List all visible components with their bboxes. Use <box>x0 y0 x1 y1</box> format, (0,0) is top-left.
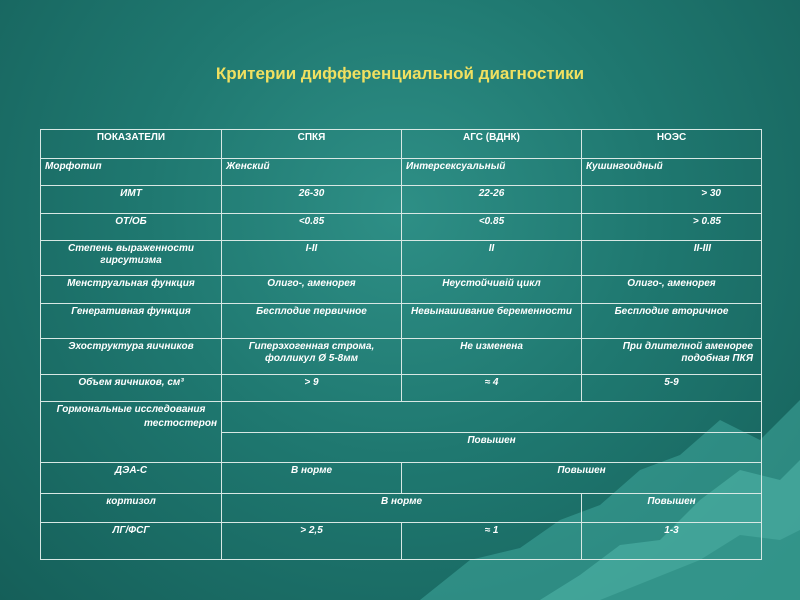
table-cell: Кушингоидный <box>582 159 762 186</box>
table-cell: > 30 <box>582 186 762 213</box>
table-header-row <box>41 130 762 159</box>
row-label: Менструальная функция <box>41 276 222 303</box>
table-cell: > 9 <box>222 374 402 401</box>
testosterone-label: тестостерон <box>143 417 217 429</box>
table-cell: 26-30 <box>222 186 402 213</box>
table-cell: 22-26 <box>402 186 582 213</box>
header-indicators: ПОКАЗАТЕЛИ <box>41 130 222 159</box>
table-cell: Повышен <box>222 433 762 462</box>
header-spkya: СПКЯ <box>222 130 402 159</box>
table-cell: 5-9 <box>582 374 762 401</box>
header-ags: АГС (ВДНК) <box>402 130 582 159</box>
page-title: Критерии дифференциальной диагностики <box>215 64 585 83</box>
header-noes: НОЭС <box>582 130 762 159</box>
row-label: ЛГ/ФСГ <box>41 523 222 560</box>
table-cell: Неустойчивій цикл <box>402 276 582 303</box>
table-row <box>41 339 762 375</box>
table-row <box>41 523 762 560</box>
row-label: Эхоструктура яичников <box>41 339 222 375</box>
row-label: ДЭА-С <box>41 462 222 493</box>
table-cell: Гиперэхогенная строма, фолликул Ø 5-8мм <box>222 339 402 375</box>
table-row <box>41 493 762 522</box>
diagnosis-criteria-table <box>40 129 762 560</box>
table-cell: > 2,5 <box>222 523 402 560</box>
table-cell: Олиго-, аменорея <box>222 276 402 303</box>
table-cell: Женский <box>222 159 402 186</box>
table-row <box>41 159 762 186</box>
table-cell: Олиго-, аменорея <box>582 276 762 303</box>
table-cell: Интерсексуальный <box>402 159 582 186</box>
table-cell: <0.85 <box>222 213 402 240</box>
table-cell: Бесплодие первичное <box>222 303 402 339</box>
table-row <box>41 213 762 240</box>
table-cell: Бесплодие вторичное <box>582 303 762 339</box>
table-row <box>41 374 762 401</box>
table-cell: В норме <box>222 493 582 522</box>
table-row <box>41 186 762 213</box>
table-row <box>41 240 762 276</box>
table-row <box>41 303 762 339</box>
table-cell: ≈ 4 <box>402 374 582 401</box>
table-cell: II-III <box>582 240 762 276</box>
table-cell: При длителной аменорее подобная ПКЯ <box>582 339 762 375</box>
table-row-hormonal <box>41 401 762 432</box>
table-cell: > 0.85 <box>582 213 762 240</box>
row-label: Объем яичников, см³ <box>41 374 222 401</box>
table-cell: Не изменена <box>402 339 582 375</box>
table-cell: В норме <box>222 462 402 493</box>
row-label: ИМТ <box>41 186 222 213</box>
row-label: кортизол <box>41 493 222 522</box>
table-cell-empty <box>222 401 762 432</box>
table-row <box>41 276 762 303</box>
row-label: Степень выраженности гирсутизма <box>41 240 222 276</box>
row-label: ОТ/ОБ <box>41 213 222 240</box>
table-cell: I-II <box>222 240 402 276</box>
hormonal-studies-label: Гормональные исследования <box>56 403 206 415</box>
table-row <box>41 462 762 493</box>
table-cell: II <box>402 240 582 276</box>
table-cell: ≈ 1 <box>402 523 582 560</box>
table-cell: Повышен <box>402 462 762 493</box>
table-cell: <0.85 <box>402 213 582 240</box>
row-label-hormonal <box>41 401 222 462</box>
row-label: Морфотип <box>41 159 222 186</box>
row-label: Генеративная функция <box>41 303 222 339</box>
table-cell: Невынашивание беременности <box>402 303 582 339</box>
table-cell: 1-3 <box>582 523 762 560</box>
table-cell: Повышен <box>582 493 762 522</box>
